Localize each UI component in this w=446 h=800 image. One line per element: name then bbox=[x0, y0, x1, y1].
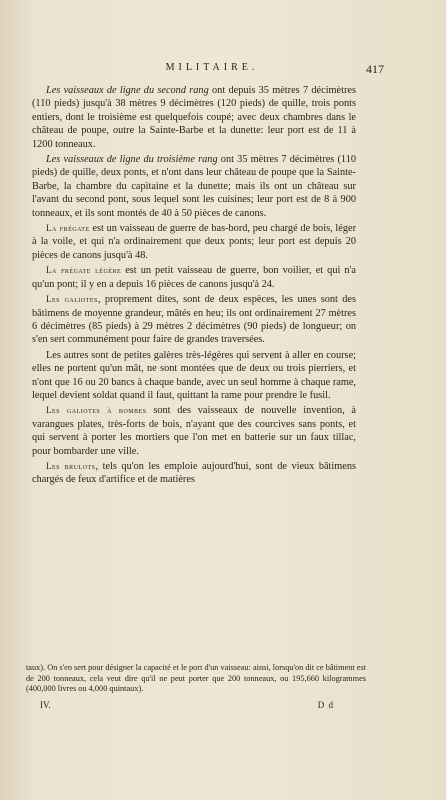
running-title: MILITAIRE. bbox=[165, 62, 259, 73]
paragraph-lead: La frégate légère bbox=[46, 265, 122, 276]
paragraph bbox=[32, 264, 356, 291]
paragraph-text: sont des vaisseaux de nouvelle invention, à varangues plates, très-forts de bois, n'ayant que des courcives sans ponts, et qui servent à porter les mortiers que l'on met en batterie sur un faux tillac, pour bombarder une ville. bbox=[32, 405, 357, 457]
body-text bbox=[32, 84, 356, 489]
paragraph bbox=[32, 84, 356, 151]
paragraph bbox=[32, 153, 356, 220]
paragraph-lead: Les vaisseaux de ligne du second rang bbox=[46, 85, 209, 96]
paragraph-text: , proprement dites, sont de deux espèces, les unes sont des bâtimens de moyenne grandeur, mâtés en heu; ils ont ordinairement 27 mètres 6 décimètres (85 pieds) à 29 mètres 2 décimètres (90 pieds) de longueur; on s'en sert communément pour faire de grandes traversées. bbox=[32, 294, 356, 346]
paragraph-lead: Les galiotes bbox=[46, 294, 98, 305]
paragraph-lead: Les galiotes à bombes bbox=[46, 405, 147, 416]
paragraph-lead: La frégate bbox=[46, 223, 90, 234]
signature-mark: D d bbox=[317, 700, 334, 710]
paragraph-text: ont 35 mètres 7 décimètres (110 pieds) de quille, deux ponts, et n'ont dans leur château de poupe que la Sainte-Barbe, la chambre du capitaine et la dunette; mais ils ont un château sur l'avant du second pont, sous lequel sont les cuisines; leur port est de 8 à 900 tonneaux, et ils sont montés de 40 à 50 pièces de canons. bbox=[32, 154, 356, 219]
paragraph bbox=[32, 349, 356, 403]
paragraph-text: , tels qu'on les emploie aujourd'hui, sont de vieux bâtimens chargés de feux d'artifice et de matières bbox=[32, 460, 356, 486]
paragraph bbox=[32, 404, 356, 458]
footnote: taux). On s'en sert pour désigner la capacité et le port d'un vaisseau: ainsi, lorsqu'on dit ce bâtiment est de 200 tonneaux, cela veut dire qu'il ne peut porter que 200 tonneaux, ou 195,660 kilogrammes (400,000 livres ou 4,000 quintaux). bbox=[26, 663, 366, 694]
paragraph bbox=[32, 460, 356, 487]
paragraph-text: Les autres sont de petites galères très-légères qui servent à aller en course; elles ne portent qu'un mât, ne sont montées que de deux ou trois pierriers, et n'ont que 16 ou 20 bancs à chaque bande, avec un seul homme à chaque rame, lequel devient soldat quand il faut, quittant la rame pour prendre le fusil. bbox=[32, 349, 356, 401]
paragraph bbox=[32, 222, 356, 262]
paragraph bbox=[32, 293, 356, 347]
paragraph-text: est un petit vaisseau de guerre, bon voilier, et qui n'a qu'un pont; il y en a depuis 16 pièces de canons jusqu'à 24. bbox=[32, 265, 356, 290]
paragraph-text: est un vaisseau de guerre de bas-bord, peu chargé de bois, léger à la voile, et qui n'a ordinairement que deux ponts; leur port est depuis 20 pièces de canons jusqu'à 48. bbox=[32, 223, 357, 261]
paragraph-text: ont depuis 35 mètres 7 décimètres (110 pieds) jusqu'à 38 mètres 9 décimètres (120 pieds) de quille, trois ponts entiers, dont le troisième est quelquefois coupé; avec deux chambres dans le château de poupe, outre la Sainte-Barbe et la dunette: leur port est de 11 à 1200 tonneaux. bbox=[32, 85, 356, 150]
paragraph-lead: Les vaisseaux de ligne du troisième rang bbox=[46, 154, 218, 166]
volume-mark: IV. bbox=[40, 700, 51, 710]
page-number: 417 bbox=[366, 62, 384, 76]
running-header bbox=[40, 62, 384, 78]
paragraph-lead: Les brulots bbox=[46, 460, 96, 471]
